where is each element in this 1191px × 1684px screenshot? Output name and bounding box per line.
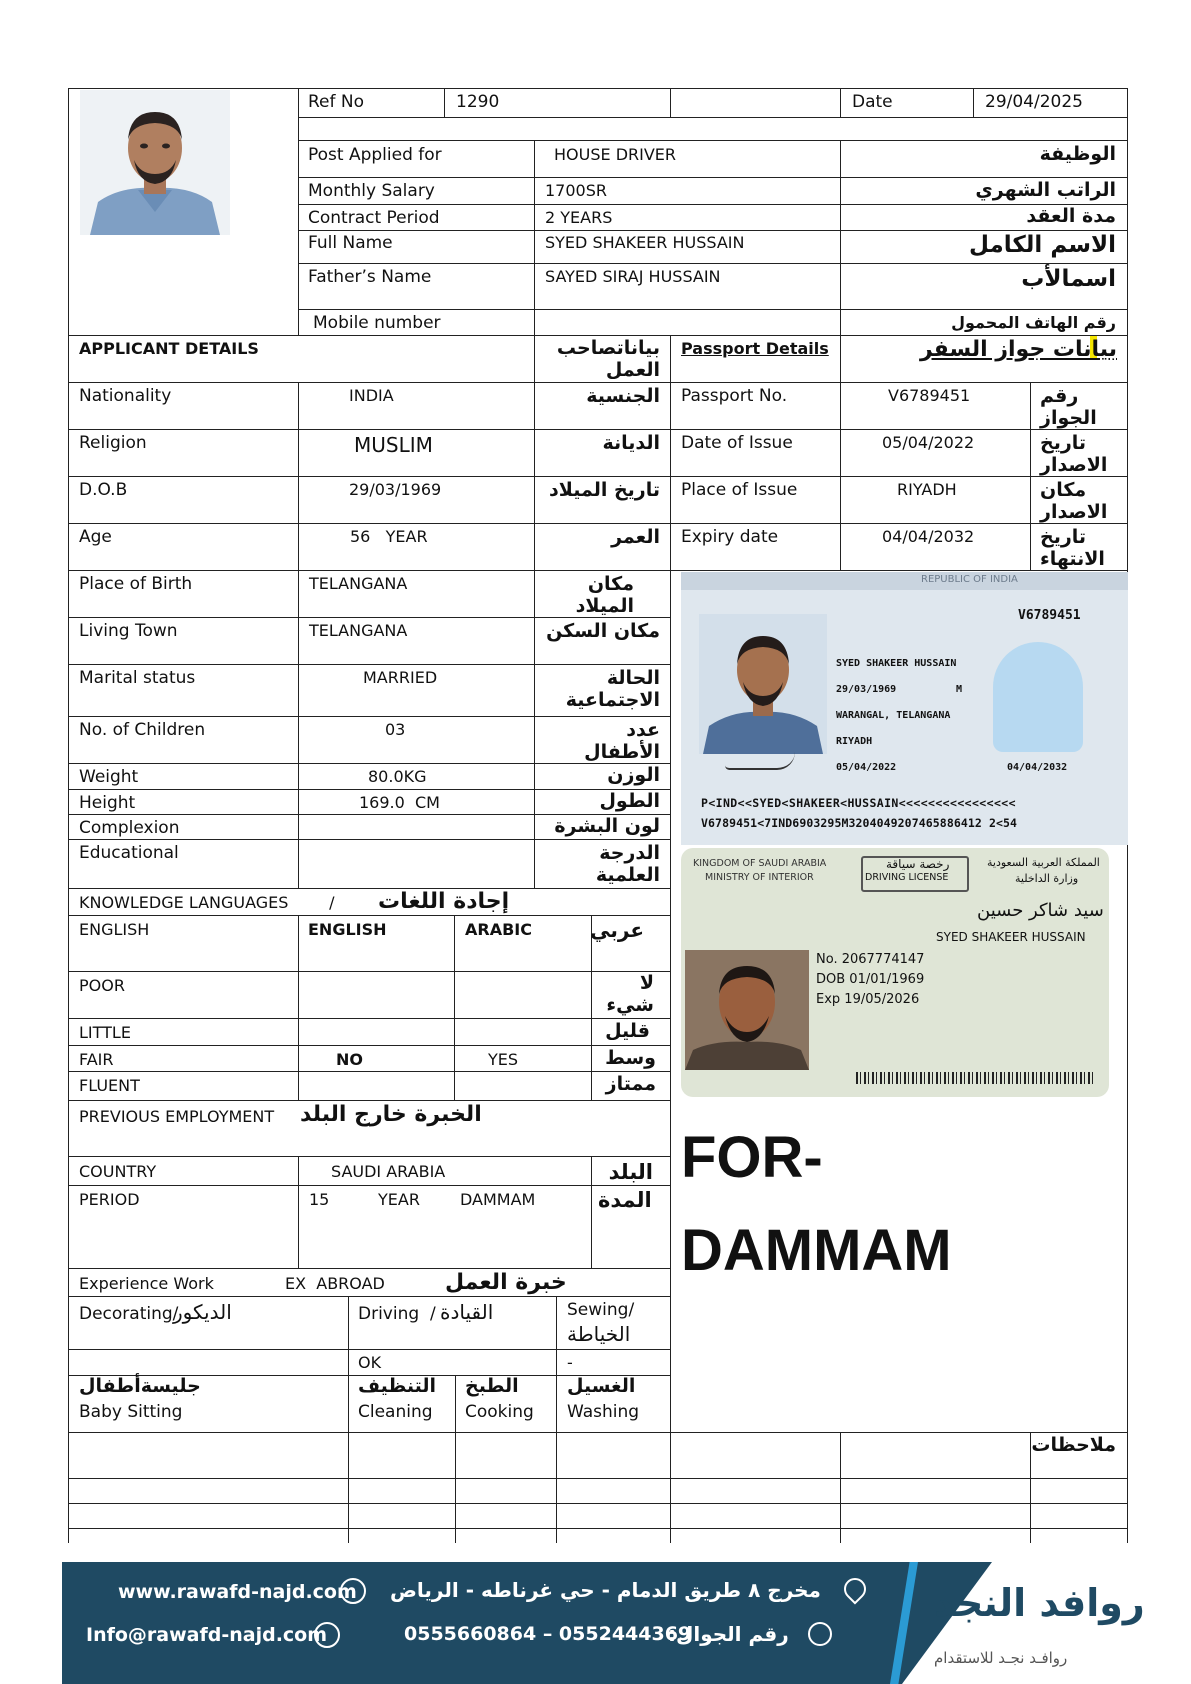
passport-title: Passport Details — [681, 339, 829, 358]
birthplace-value: TELANGANA — [309, 574, 408, 593]
salary-label: Monthly Salary — [308, 181, 435, 201]
footer-phones: 0555660864 – 0552444369 — [404, 1623, 692, 1645]
border — [298, 204, 1128, 205]
border — [68, 617, 670, 618]
decorating-label-ar: الديكور — [173, 1300, 232, 1324]
employment-title: PREVIOUS EMPLOYMENT — [79, 1107, 275, 1126]
destination-line-1: FOR- — [681, 1125, 823, 1190]
border — [68, 1045, 670, 1046]
passport-title-ar: بيانات جواز السفر — [919, 337, 1117, 362]
father-label: Father’s Name — [308, 267, 432, 287]
passport-no-label: Passport No. — [681, 386, 788, 406]
license-portrait — [685, 950, 809, 1070]
footer-email[interactable]: Info@rawafd-najd.com — [86, 1624, 328, 1646]
applicant-photo — [80, 90, 230, 235]
fullname-value: SYED SHAKEER HUSSAIN — [545, 233, 745, 252]
living-town-label: Living Town — [79, 621, 178, 641]
license-dob: DOB 01/01/1969 — [816, 972, 925, 987]
date-value: 29/04/2025 — [985, 92, 1083, 112]
ref-value: 1290 — [456, 92, 500, 112]
email-icon — [314, 1622, 340, 1648]
border — [454, 915, 455, 1100]
border — [1030, 382, 1031, 570]
border — [68, 476, 1128, 477]
border — [68, 915, 670, 916]
living-town-label-ar: مكان السكن — [546, 620, 660, 642]
children-label-ar: عدد الأطفال — [584, 719, 660, 763]
children-value: 03 — [385, 720, 406, 739]
border — [840, 335, 841, 570]
living-town-value: TELANGANA — [309, 621, 408, 640]
mobile-label-ar: رقم الهاتف المحمول — [951, 313, 1116, 332]
border — [68, 335, 1128, 336]
location-pin-icon — [839, 1573, 870, 1604]
weight-value: 80.0KG — [368, 767, 427, 786]
issue-date-value: 05/04/2022 — [882, 433, 975, 452]
period-unit: YEAR — [378, 1190, 420, 1209]
marital-label: Marital status — [79, 668, 196, 688]
level-little-ar: قليل — [605, 1020, 650, 1042]
decorating-label: Decorating/ — [79, 1304, 179, 1324]
dob-value: 29/03/1969 — [349, 480, 442, 499]
driving-label: Driving / — [358, 1304, 436, 1324]
complexion-label-ar: لون البشرة — [554, 815, 660, 837]
border — [68, 1018, 670, 1019]
border — [298, 382, 299, 888]
border — [68, 888, 670, 889]
religion-label-ar: الديانة — [602, 432, 660, 454]
birthplace-label: Place of Birth — [79, 574, 193, 594]
level-poor: POOR — [79, 976, 125, 995]
passport-signature — [725, 752, 795, 770]
salary-label-ar: الراتب الشهري — [975, 179, 1116, 201]
issue-place-label-ar: مكان الاصدار — [1040, 479, 1108, 523]
children-label: No. of Children — [79, 720, 206, 740]
country-label: COUNTRY — [79, 1162, 157, 1181]
expiry-label: Expiry date — [681, 527, 779, 547]
marital-value: MARRIED — [363, 668, 438, 687]
experience-title-ar: خبرة العمل — [445, 1270, 567, 1295]
border — [298, 263, 1128, 264]
border — [68, 664, 670, 665]
border — [298, 1156, 299, 1268]
fair-english: NO — [336, 1050, 363, 1069]
col-arabic-ar: عربي — [590, 918, 644, 942]
passport-scan-issue: 05/04/2022 — [836, 762, 897, 773]
passport-scan-issue-place: RIYADH — [836, 736, 873, 747]
nationality-value: INDIA — [349, 386, 394, 405]
contract-label-ar: مدة العقد — [1026, 205, 1116, 227]
washing-label-ar: الغسيل — [567, 1375, 636, 1397]
border — [68, 88, 69, 1543]
license-title: DRIVING LICENSE — [865, 872, 949, 883]
footer-accent — [890, 1562, 918, 1684]
post-value: HOUSE DRIVER — [554, 145, 677, 164]
license-ministry-ar: وزارة الداخلية — [1015, 872, 1079, 885]
border — [68, 1528, 1128, 1529]
footer-website[interactable]: www.rawafd-najd.com — [118, 1581, 357, 1603]
complexion-label: Complexion — [79, 818, 180, 838]
issue-date-label: Date of Issue — [681, 433, 793, 453]
nationality-label: Nationality — [79, 386, 172, 406]
col-arabic: ARABIC — [465, 920, 532, 939]
level-fluent-ar: ممتاز — [605, 1073, 656, 1095]
father-value: SAYED SIRAJ HUSSAIN — [545, 267, 721, 286]
border — [973, 88, 974, 117]
education-label: Educational — [79, 843, 179, 863]
border — [298, 177, 1128, 178]
border — [68, 1478, 1128, 1479]
employment-title-ar: الخبرة خارج البلد — [300, 1102, 482, 1127]
license-kingdom-ar: المملكة العربية السعودية — [987, 856, 1100, 869]
level-fair: FAIR — [79, 1050, 114, 1069]
country-value: SAUDI ARABIA — [331, 1162, 446, 1181]
experience-abroad: EX ABROAD — [285, 1274, 385, 1293]
cleaning-label: Cleaning — [358, 1402, 433, 1422]
border — [68, 523, 1128, 524]
height-value: 169.0 CM — [359, 793, 440, 812]
footer-tagline-ar: روافـد نجـد للاستقدام — [934, 1649, 1068, 1667]
border — [298, 309, 1128, 310]
passport-mrz-2: V6789451<7IND6903295M3204049207465886412 2<54 — [701, 816, 1018, 830]
salary-value: 1700SR — [545, 181, 607, 200]
border — [68, 1268, 670, 1269]
border — [556, 1296, 557, 1433]
border — [68, 1100, 670, 1101]
passport-no-value: V6789451 — [888, 386, 971, 405]
footer-banner — [62, 1562, 1145, 1684]
cooking-label: Cooking — [465, 1402, 534, 1422]
washing-label: Washing — [567, 1402, 640, 1422]
license-barcode — [856, 1072, 1096, 1084]
fair-arabic: YES — [488, 1050, 519, 1069]
license-ministry: MINISTRY OF INTERIOR — [705, 872, 814, 883]
border — [68, 429, 1128, 430]
contract-label: Contract Period — [308, 208, 440, 228]
destination-line-2: DAMMAM — [681, 1218, 952, 1283]
border — [68, 1432, 1128, 1433]
level-fair-ar: وسط — [605, 1047, 656, 1069]
mobile-label: Mobile number — [313, 313, 441, 333]
footer-phones-ar: رقم الجوال: — [668, 1622, 789, 1646]
applicant-title-ar: بياناتصاحب العمل — [556, 337, 660, 381]
weight-label-ar: الوزن — [607, 764, 660, 786]
age-label: Age — [79, 527, 112, 547]
level-poor-ar: لا شيء — [606, 972, 654, 1016]
border — [348, 1432, 349, 1543]
age-label-ar: العمر — [611, 526, 660, 548]
border — [68, 382, 1128, 383]
fullname-label-ar: الاسم الكامل — [969, 232, 1116, 258]
lang-first-row: ENGLISH — [79, 920, 150, 939]
issue-place-label: Place of Issue — [681, 480, 798, 500]
border — [298, 88, 299, 335]
border — [840, 1432, 841, 1543]
license-title-ar: رخصة سياقة — [886, 857, 950, 871]
passport-scan — [681, 572, 1128, 845]
footer-address-ar: مخرج ٨ طريق الدمام - حي غرناطه - الرياض — [390, 1578, 821, 1602]
expiry-value: 04/04/2032 — [882, 527, 975, 546]
experience-title: Experience Work — [79, 1274, 214, 1293]
border — [298, 117, 1128, 118]
level-little: LITTLE — [79, 1023, 131, 1042]
weight-label: Weight — [79, 767, 139, 787]
baby-sitting-label: Baby Sitting — [79, 1402, 183, 1422]
border — [840, 140, 841, 335]
license-number: No. 2067774147 — [816, 952, 925, 967]
border — [670, 88, 671, 117]
post-label-ar: الوظيفة — [1039, 143, 1116, 165]
applicant-title: APPLICANT DETAILS — [79, 339, 259, 358]
border — [591, 915, 592, 1100]
sewing-label: Sewing/ — [567, 1300, 635, 1320]
religion-label: Religion — [79, 433, 147, 453]
period-years: 15 — [309, 1190, 330, 1209]
sewing-label-ar: الخياطة — [567, 1322, 631, 1346]
baby-sitting-label-ar: جليسةأطفال — [79, 1375, 201, 1397]
globe-icon — [340, 1578, 366, 1604]
passport-scan-birthplace: WARANGAL, TELANGANA — [836, 710, 951, 721]
marital-label-ar: الحالة الاجتماعية — [565, 667, 660, 711]
border — [455, 1375, 456, 1433]
border — [68, 716, 670, 717]
license-kingdom: KINGDOM OF SAUDI ARABIA — [693, 858, 827, 869]
period-label: PERIOD — [79, 1190, 140, 1209]
passport-scan-name: SYED SHAKEER HUSSAIN — [836, 658, 957, 669]
license-name: SYED SHAKEER HUSSAIN — [936, 930, 1086, 944]
issue-place-value: RIYADH — [897, 480, 957, 499]
border — [68, 1349, 670, 1350]
cooking-label-ar: الطبخ — [465, 1375, 519, 1397]
border — [68, 88, 1128, 89]
border — [68, 1503, 1128, 1504]
level-fluent: FLUENT — [79, 1076, 140, 1095]
border — [840, 88, 841, 117]
border — [68, 1156, 670, 1157]
border — [68, 1296, 670, 1297]
border — [68, 971, 670, 972]
ref-label: Ref No — [308, 92, 365, 112]
nationality-label-ar: الجنسية — [586, 385, 660, 407]
passport-scan-heading: REPUBLIC OF INDIA — [921, 574, 1018, 585]
border — [591, 1156, 592, 1268]
dob-label-ar: تاريخ الميلاد — [549, 479, 660, 501]
border — [444, 88, 445, 117]
post-label: Post Applied for — [308, 145, 442, 165]
father-label-ar: اسمالأب — [1021, 266, 1116, 292]
age-value: 56 YEAR — [350, 527, 428, 546]
contract-value: 2 YEARS — [545, 208, 613, 227]
passport-scan-expiry: 04/04/2032 — [1007, 762, 1068, 773]
remarks-label-ar: ملاحظات — [1031, 1434, 1116, 1456]
border — [455, 1432, 456, 1543]
border — [556, 1432, 557, 1543]
footer-logo-ar: روافد النجد — [934, 1581, 1145, 1625]
license-scan — [681, 848, 1109, 1097]
border — [670, 335, 671, 1433]
passport-scan-sex: M — [956, 684, 963, 695]
border — [298, 140, 1128, 141]
date-label: Date — [852, 92, 893, 112]
border — [68, 839, 670, 840]
border — [348, 1296, 349, 1433]
license-name-ar: سيد شاكر حسين — [977, 900, 1104, 921]
dob-label: D.O.B — [79, 480, 128, 500]
period-city: DAMMAM — [460, 1190, 536, 1209]
passport-mrz-1: P<IND<<SYED<SHAKEER<HUSSAIN<<<<<<<<<<<<<<<< — [701, 796, 1016, 810]
passport-scan-band — [681, 572, 1128, 590]
border — [68, 1071, 670, 1072]
border — [298, 230, 1128, 231]
sewing-value: - — [567, 1353, 573, 1372]
birthplace-label-ar: مكان الميلاد — [575, 573, 634, 617]
border — [670, 1432, 671, 1543]
issue-date-label-ar: تاريخ الاصدار — [1040, 432, 1108, 476]
education-label-ar: الدرجة العلمية — [595, 842, 660, 886]
license-exp: Exp 19/05/2026 — [816, 992, 920, 1007]
border — [68, 789, 670, 790]
passport-no-label-ar: رقم الجواز — [1040, 385, 1097, 429]
cleaning-label-ar: التنظيف — [358, 1375, 437, 1397]
border — [68, 763, 670, 764]
border — [68, 570, 1128, 571]
border — [534, 140, 535, 335]
languages-title: KNOWLEDGE LANGUAGES / — [79, 893, 335, 912]
religion-value: MUSLIM — [354, 433, 433, 457]
passport-ghost-portrait — [993, 642, 1083, 752]
passport-scan-number: V6789451 — [1018, 608, 1081, 623]
passport-portrait — [699, 614, 827, 754]
border — [68, 1185, 670, 1186]
col-english: ENGLISH — [308, 920, 387, 939]
country-label-ar: البلد — [608, 1160, 653, 1184]
fullname-label: Full Name — [308, 233, 393, 253]
driving-value: OK — [358, 1353, 382, 1372]
height-label-ar: الطول — [599, 790, 660, 812]
driving-label-ar: القيادة — [440, 1300, 494, 1324]
height-label: Height — [79, 793, 136, 813]
languages-title-ar: إجادة اللغات — [378, 889, 510, 914]
expiry-label-ar: تاريخ الانتهاء — [1040, 526, 1105, 570]
period-label-ar: المدة — [598, 1188, 652, 1212]
passport-scan-dob: 29/03/1969 — [836, 684, 897, 695]
border — [298, 915, 299, 1100]
phone-icon — [808, 1622, 832, 1646]
border — [534, 335, 535, 888]
